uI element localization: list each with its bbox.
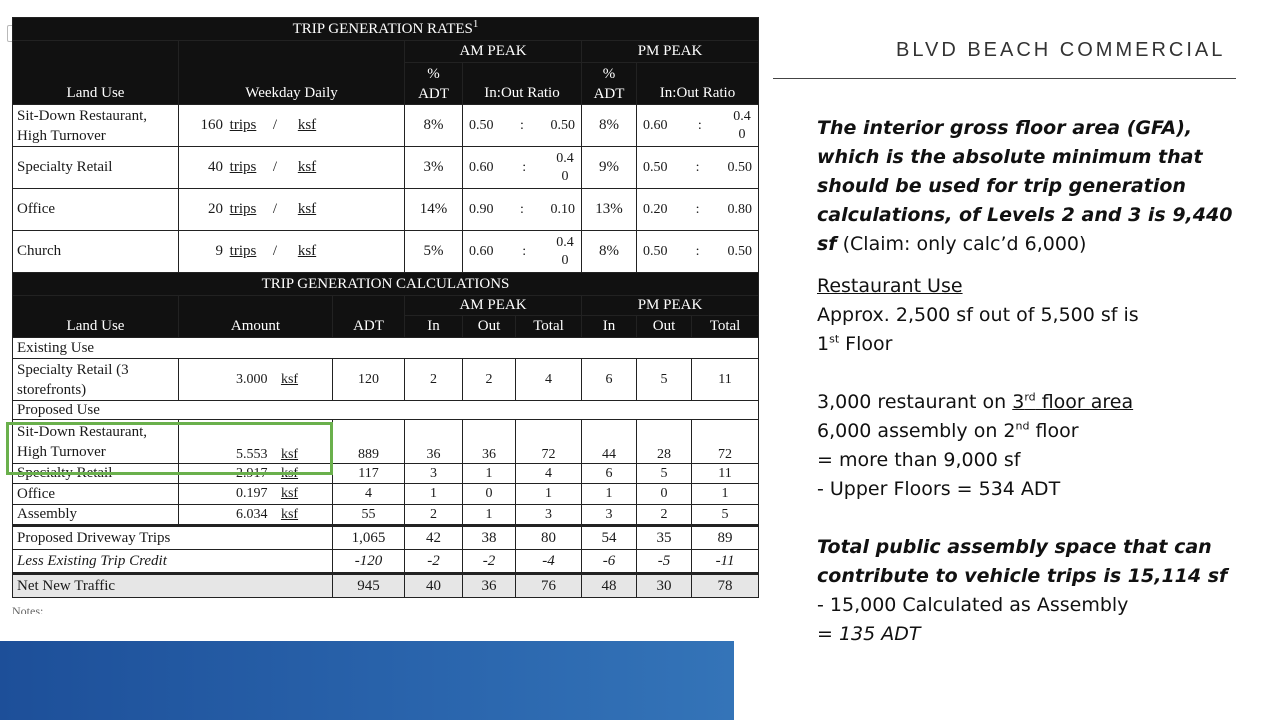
- total-adt: -120: [333, 550, 405, 574]
- calc-assembly-line: - 15,000 Calculated as Assembly: [817, 594, 1129, 616]
- total-am-in: 40: [405, 574, 463, 598]
- rates-am-pct: 3%: [405, 147, 463, 189]
- calc-pm-total-val: 72: [692, 420, 759, 464]
- calc-am-out-val: 2: [463, 359, 516, 401]
- rates-col-land-use: Land Use: [13, 41, 179, 105]
- total-pm-in: -6: [582, 550, 637, 574]
- calc-land-use: Assembly: [13, 505, 179, 526]
- restaurant-line: Approx. 2,500 sf out of 5,500 sf is: [817, 304, 1139, 326]
- calc-amount: 0.197 ksf: [179, 484, 333, 505]
- first-floor-line: 1st Floor: [817, 332, 893, 355]
- rates-am-inout: 0.60 : 0.4 0: [463, 147, 582, 189]
- title-divider: [773, 78, 1236, 79]
- rates-row-restaurant: [13, 105, 759, 147]
- rates-land-use: Specialty Retail: [13, 147, 179, 189]
- rates-am-peak: AM PEAK: [405, 41, 582, 63]
- rates-land-use: Church: [13, 231, 179, 273]
- calc-row-existing-retail: [13, 359, 759, 401]
- total-label: Net New Traffic: [13, 574, 333, 598]
- rates-am-pct-adt: % ADT: [405, 63, 463, 105]
- calc-pm-total-val: 11: [692, 359, 759, 401]
- rates-daily: 160 trips / ksf: [179, 105, 405, 147]
- total-am-out: 36: [463, 574, 516, 598]
- total-row-net: [13, 574, 759, 598]
- rates-pm-inout: 0.60 : 0.4 0: [637, 105, 759, 147]
- trip-generation-tables: [12, 17, 758, 598]
- calc-row-proposed-office: [13, 484, 759, 505]
- rates-am-ratio: In:Out Ratio: [463, 63, 582, 105]
- calc-am-out-val: 1: [463, 464, 516, 484]
- calc-am-out-val: 1: [463, 505, 516, 526]
- calc-am-total-val: 4: [516, 464, 582, 484]
- calc-pm-out-val: 28: [637, 420, 692, 464]
- calc-adt: 120: [333, 359, 405, 401]
- calc-amount: 6.034 ksf: [179, 505, 333, 526]
- rates-table-title: TRIP GENERATION RATES$^1$: [13, 18, 759, 41]
- calc-pm-total-val: 11: [692, 464, 759, 484]
- total-pm-total: 89: [692, 526, 759, 550]
- total-adt: 1,065: [333, 526, 405, 550]
- calc-col-amount: Amount: [179, 296, 333, 338]
- rates-daily: 9 trips / ksf: [179, 231, 405, 273]
- upper-floors-line: - Upper Floors = 534 ADT: [817, 478, 1061, 500]
- calc-am-total-val: 4: [516, 359, 582, 401]
- calc-am-in-val: 2: [405, 359, 463, 401]
- calc-amount: 3.000 ksf: [179, 359, 333, 401]
- total-pm-in: 48: [582, 574, 637, 598]
- third-floor-line: 3,000 restaurant on 3rd floor area: [817, 390, 1134, 413]
- total-am-in: -2: [405, 550, 463, 574]
- assembly-paragraph: Total public assembly space that can contribute to vehicle trips is 15,114 sf: [817, 536, 1228, 587]
- rates-daily: 20 trips / ksf: [179, 189, 405, 231]
- calc-am-total-val: 1: [516, 484, 582, 505]
- calc-pm-total-val: 1: [692, 484, 759, 505]
- calc-am-out-val: 36: [463, 420, 516, 464]
- total-am-total: 76: [516, 574, 582, 598]
- total-pm-out: -5: [637, 550, 692, 574]
- calc-adt: 889: [333, 420, 405, 464]
- proposed-use-label: Proposed Use: [13, 401, 759, 420]
- total-pm-total: 78: [692, 574, 759, 598]
- second-floor-line: 6,000 assembly on 2nd floor: [817, 419, 1079, 442]
- calc-pm-total: Total: [692, 316, 759, 338]
- calc-land-use: Office: [13, 484, 179, 505]
- calc-am-total: Total: [516, 316, 582, 338]
- rates-am-inout: 0.90 : 0.10: [463, 189, 582, 231]
- calc-pm-in-val: 1: [582, 484, 637, 505]
- total-pm-total: -11: [692, 550, 759, 574]
- more-than-line: = more than 9,000 sf: [817, 449, 1021, 471]
- total-adt: 945: [333, 574, 405, 598]
- calc-pm-out-val: 2: [637, 505, 692, 526]
- calc-pm-total-val: 5: [692, 505, 759, 526]
- calc-adt: 55: [333, 505, 405, 526]
- total-row-driveway: [13, 526, 759, 550]
- calc-col-land-use: Land Use: [13, 296, 179, 338]
- restaurant-use-heading: Restaurant Use: [817, 275, 963, 297]
- calc-pm-in-val: 3: [582, 505, 637, 526]
- table-notes-label: Notes:: [12, 606, 44, 614]
- calc-am-in-val: 3: [405, 464, 463, 484]
- calc-am-in-val: 36: [405, 420, 463, 464]
- calc-adt: 117: [333, 464, 405, 484]
- rates-daily: 40 trips / ksf: [179, 147, 405, 189]
- rates-pm-pct: 13%: [582, 189, 637, 231]
- restaurant-highlight-box: [6, 422, 333, 475]
- calc-pm-out: Out: [637, 316, 692, 338]
- calc-am-in: In: [405, 316, 463, 338]
- rates-land-use: Sit-Down Restaurant, High Turnover: [13, 105, 179, 147]
- calc-table-title: TRIP GENERATION CALCULATIONS: [13, 273, 759, 296]
- page-title: BLVD BEACH COMMERCIAL: [896, 39, 1226, 61]
- rates-row-retail: [13, 147, 759, 189]
- calc-pm-out-val: 5: [637, 359, 692, 401]
- rates-pm-pct: 9%: [582, 147, 637, 189]
- calc-am-peak: AM PEAK: [405, 296, 582, 316]
- rates-pm-inout: 0.50 : 0.50: [637, 147, 759, 189]
- calc-am-total-val: 72: [516, 420, 582, 464]
- calc-pm-in-val: 6: [582, 359, 637, 401]
- total-am-out: -2: [463, 550, 516, 574]
- total-pm-out: 35: [637, 526, 692, 550]
- rates-am-inout: 0.60 : 0.4 0: [463, 231, 582, 273]
- calc-pm-in: In: [582, 316, 637, 338]
- calc-am-in-val: 1: [405, 484, 463, 505]
- rates-pm-pct: 8%: [582, 105, 637, 147]
- total-am-in: 42: [405, 526, 463, 550]
- rates-pm-inout: 0.20 : 0.80: [637, 189, 759, 231]
- total-am-total: 80: [516, 526, 582, 550]
- rates-land-use: Office: [13, 189, 179, 231]
- calc-am-out: Out: [463, 316, 516, 338]
- rates-pm-peak: PM PEAK: [582, 41, 759, 63]
- rates-am-pct: 5%: [405, 231, 463, 273]
- calc-am-in-val: 2: [405, 505, 463, 526]
- calc-col-adt: ADT: [333, 296, 405, 338]
- footer-blue-band: [0, 641, 734, 720]
- calc-pm-out-val: 0: [637, 484, 692, 505]
- rates-row-church: [13, 231, 759, 273]
- rates-pm-inout: 0.50 : 0.50: [637, 231, 759, 273]
- calc-adt: 4: [333, 484, 405, 505]
- existing-use-label: Existing Use: [13, 338, 759, 359]
- total-pm-out: 30: [637, 574, 692, 598]
- calc-pm-peak: PM PEAK: [582, 296, 759, 316]
- rates-pm-pct: 8%: [582, 231, 637, 273]
- rates-pm-pct-adt: % ADT: [582, 63, 637, 105]
- notes-panel: [817, 114, 1237, 649]
- trip-generation-table: [12, 17, 759, 598]
- calc-land-use: Specialty Retail: [13, 464, 179, 484]
- calc-land-use: Specialty Retail (3 storefronts): [13, 359, 179, 401]
- calc-land-use: Sit-Down Restaurant, High Turnover: [13, 420, 179, 464]
- rates-am-pct: 8%: [405, 105, 463, 147]
- calc-pm-in-val: 6: [582, 464, 637, 484]
- total-am-total: -4: [516, 550, 582, 574]
- calc-am-out-val: 0: [463, 484, 516, 505]
- calc-pm-in-val: 44: [582, 420, 637, 464]
- assembly-adt-line: = 135 ADT: [817, 623, 921, 645]
- rates-am-pct: 14%: [405, 189, 463, 231]
- rates-am-inout: 0.50 : 0.50: [463, 105, 582, 147]
- rates-pm-ratio: In:Out Ratio: [637, 63, 759, 105]
- total-label: Proposed Driveway Trips: [13, 526, 333, 550]
- gfa-paragraph: The interior gross floor area (GFA), which is the absolute minimum that should be used for trip generation calculations, of Levels 2 and 3 is 9,440 sf (Claim: only calc’d 6,000): [817, 117, 1233, 255]
- calc-row-proposed-assembly: [13, 505, 759, 526]
- total-label: Less Existing Trip Credit: [13, 550, 333, 574]
- calc-amount: 2.917 ksf: [179, 464, 333, 484]
- total-pm-in: 54: [582, 526, 637, 550]
- total-row-credit: [13, 550, 759, 574]
- rates-row-office: [13, 189, 759, 231]
- calc-pm-out-val: 5: [637, 464, 692, 484]
- total-am-out: 38: [463, 526, 516, 550]
- rates-col-weekday: Weekday Daily: [179, 41, 405, 105]
- calc-amount: 5.553 ksf: [179, 420, 333, 464]
- calc-am-total-val: 3: [516, 505, 582, 526]
